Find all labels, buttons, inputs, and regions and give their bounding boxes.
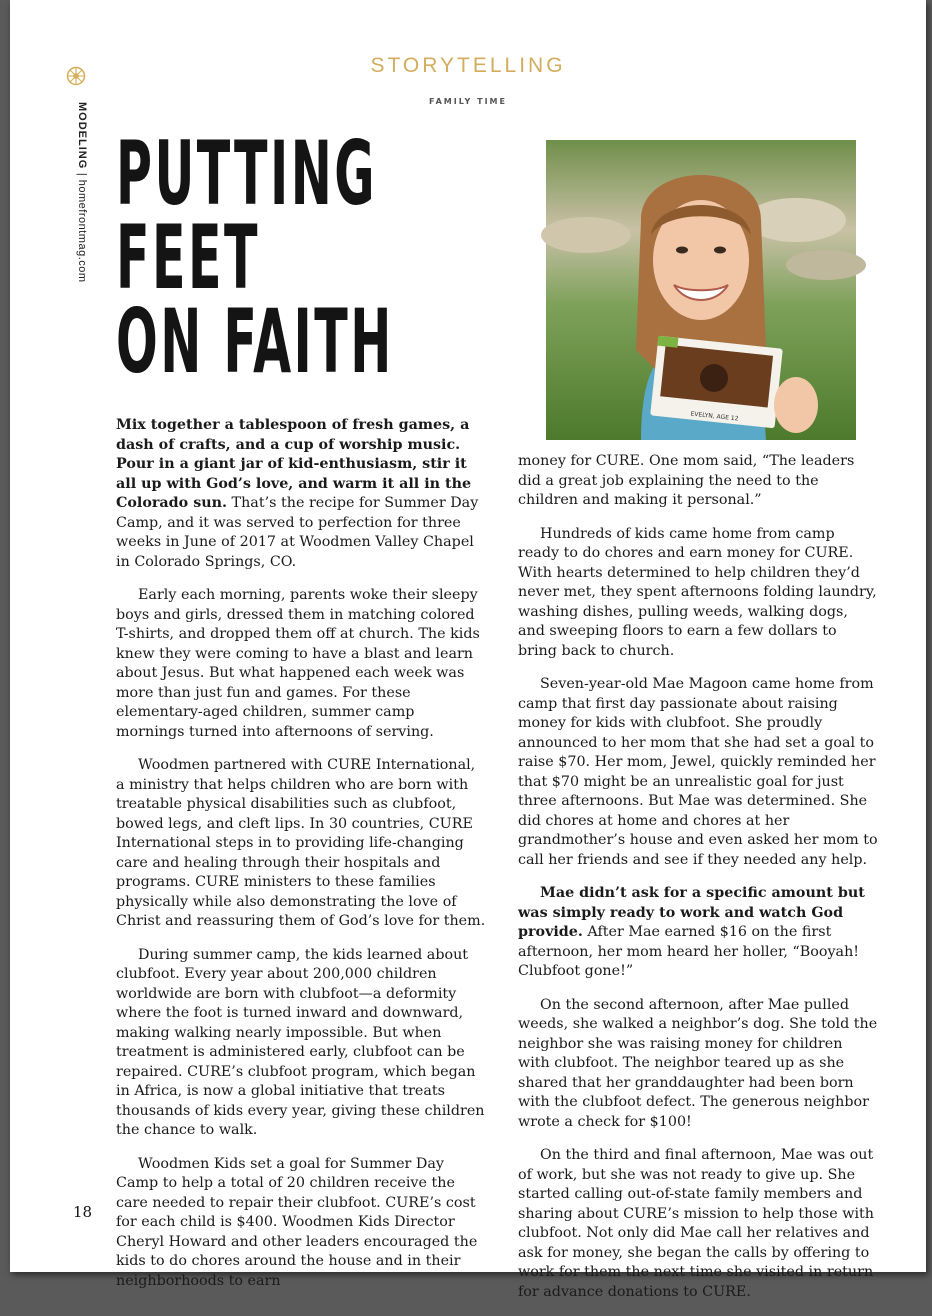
paragraph: Seven-year-old Mae Magoon came home from camp that first day passionate about raising money for kids with clubfoot. She proudly announced to her mom that she had set a goal to raise $70. Her mom, Jewel, quickly reminded her that $70 might be an unrealistic goal for just three afternoons. But Mae was determined. She did chores at home and chores at her grandmother’s house and even asked her mom to call her friends and see if they needed any help. [518,676,878,868]
headline-line-1: PUTTING [116,122,378,225]
paragraph: Woodmen Kids set a goal for Summer Day Camp to help a total of 20 children receive the care needed to repair their clubfoot. CURE’s cost for each child is $400. Woodmen Kids Director Cheryl Howard and other leaders encouraged the kids to do chores around the house and in their neighborhoods to earn [116,1155,478,1289]
rail-category: MODELING [76,102,88,170]
paragraph: On the third and final afternoon, Mae was out of work, but she was not ready to give up. She started calling out-of-state family members and sharing about CURE’s mission to help those with clubfoot. Not only did Mae call her relatives and ask for money, she began the calls by offering to work for them the next time she visited in return for advance donations to CURE. [518,1147,875,1300]
section-title: STORYTELLING [370,54,566,77]
headline-line-3: ON FAITH [116,290,394,393]
rail-site[interactable]: homefrontmag.com [76,179,88,283]
paragraph [518,884,878,982]
paragraph-bold: Mae didn’t ask for a specific amount but was simply ready to work and watch God provide. [518,885,865,940]
column-right [518,452,878,1316]
paragraph: Hundreds of kids came home from camp ready to do chores and earn money for CURE. With hearts determined to help children they’d never met, they spent afternoons folding laundry, washing dishes, pulling weeds, walking dogs, and sweeping floors to earn a few dollars to bring back to church. [518,525,877,659]
paragraph: During summer camp, the kids learned about clubfoot. Every year about 200,000 children worldwide are born with clubfoot—a deformity where the foot is turned inward and downward, making walking nearly impossible. But when treatment is administered early, clubfoot can be repaired. CURE’s clubfoot program, which began in Africa, is now a global initiative that treats thousands of kids every year, giving these children the chance to walk. [116,946,485,1138]
lead-rest: That’s the recipe for Summer Day Camp, and it was served to perfection for three weeks in June of 2017 at Woodmen Valley Chapel in Colorado Springs, CO. [116,495,479,570]
headline-line-2: FEET [116,206,261,309]
lead-bold: Mix together a tablespoon of fresh games, a dash of crafts, and a cup of worship music. Pour in a giant jar of kid-enthusiasm, stir it all up with God’s love, and warm it all in the Colorado sun. [116,417,472,511]
paragraph: Early each morning, parents woke their sleepy boys and girls, dressed them in matching colored T-shirts, and dropped them off at church. The kids knew they were coming to have a blast and learn about Jesus. But what happened each week was more than just fun and games. For these elementary-aged children, summer camp mornings turned into afternoons of serving. [116,587,480,740]
paragraph-continued: money for CURE. One mom said, “The leaders did a great job explaining the need to the children and making it personal.” [518,453,855,508]
magazine-page [10,0,926,1300]
girl-holding-card-illustration [546,140,856,440]
photo-card-caption: EVELYN, AGE 12 [690,410,739,423]
article-photo [546,140,856,440]
paragraph: On the second afternoon, after Mae pulled weeds, she walked a neighbor’s dog. She told the neighbor she was raising money for children with clubfoot. The neighbor teared up as she shared that her granddaughter had been born with the clubfoot defect. The generous neighbor wrote a check for $100! [518,996,878,1130]
column-left [116,416,486,1305]
page-number: 18 [73,1203,93,1221]
section-subtitle: FAMILY TIME [429,97,507,106]
rail-label [76,102,88,283]
paragraph: Woodmen partnered with CURE International, a ministry that helps children who are born with treatable physical disabilities such as clubfoot, bowed legs, and cleft lips. In 30 countries, CURE International steps in to providing life-changing care and healing through their hospitals and programs. CURE ministers to these families physically while also demonstrating the love of Christ and reassuring them of God’s love for them. [116,757,486,929]
paragraph-rest: After Mae earned $16 on the first afternoon, her mom heard her holler, “Booyah! Clubfoot gone!” [518,924,860,979]
rail-separator: | [76,169,88,180]
lead-paragraph [116,416,486,572]
article-headline [116,122,394,393]
